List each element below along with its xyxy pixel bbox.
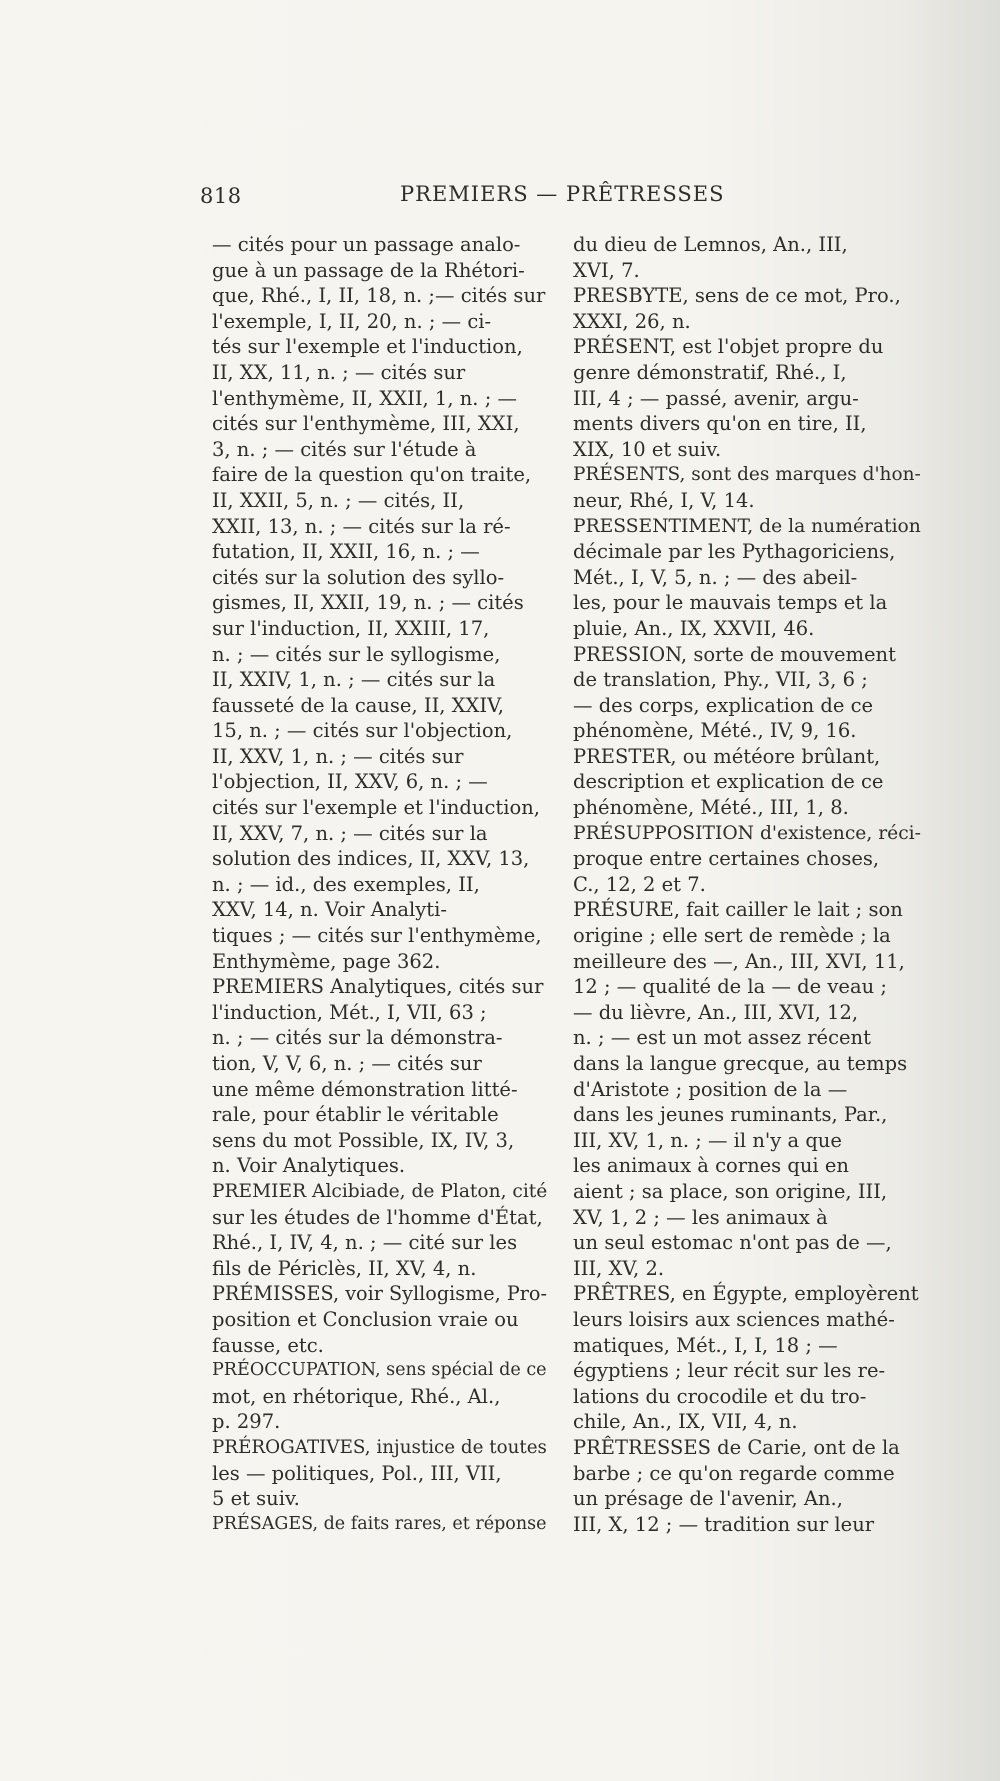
index-line: PRÊTRESSES de Carie, ont de la	[573, 1435, 900, 1459]
index-line: gue à un passage de la Rhétori-	[212, 258, 525, 282]
index-line: fausse, etc.	[212, 1333, 324, 1357]
index-line: PRÉSENTS, sont des marques d'hon-	[573, 464, 921, 486]
index-line: PREMIERS Analytiques, cités sur	[212, 975, 544, 999]
index-line: d'Aristote ; position de la —	[573, 1077, 848, 1101]
index-line: origine ; elle sert de remède ; la	[573, 924, 891, 948]
index-line: 5 et suiv.	[212, 1487, 300, 1511]
index-line: futation, II, XXII, 16, n. ; —	[212, 540, 480, 564]
page-header	[200, 182, 725, 216]
index-line: cités sur l'exemple et l'induction,	[212, 796, 540, 820]
index-line: dans la langue grecque, au temps	[573, 1052, 908, 1075]
index-line: PRÉOCCUPATION, sens spécial de ce	[212, 1360, 547, 1381]
index-line: une même démonstration litté-	[212, 1077, 518, 1101]
index-line: que, Rhé., I, II, 18, n. ;— cités sur	[212, 284, 546, 308]
index-line: un présage de l'avenir, An.,	[573, 1487, 843, 1511]
index-line: n. ; — cités sur le syllogisme,	[212, 642, 501, 666]
index-line: fausseté de la cause, II, XXIV,	[212, 693, 505, 717]
index-line: tiques ; — cités sur l'enthymème,	[212, 924, 542, 948]
index-line: cités sur la solution des syllo-	[212, 565, 505, 589]
index-line: du dieu de Lemnos, An., III,	[573, 233, 848, 256]
index-line: III, XV, 2.	[573, 1256, 665, 1280]
index-line: 3, n. ; — cités sur l'étude à	[212, 437, 477, 461]
index-line: PRESBYTE, sens de ce mot, Pro.,	[573, 284, 901, 308]
index-line: PREMIER Alcibiade, de Platon, cité	[212, 1180, 548, 1202]
index-line: décimale par les Pythagoriciens,	[573, 540, 896, 564]
index-line: mot, en rhétorique, Rhé., Al.,	[212, 1384, 501, 1408]
index-line: PRESTER, ou météore brûlant,	[573, 744, 881, 768]
index-line: chile, An., IX, VII, 4, n.	[573, 1410, 798, 1434]
index-line: égyptiens ; leur récit sur les re-	[573, 1359, 886, 1383]
index-line: Rhé., I, IV, 4, n. ; — cité sur les	[212, 1231, 518, 1255]
index-line: tion, V, V, 6, n. ; — cités sur	[212, 1052, 482, 1075]
index-line: PRESSENTIMENT, de la numération	[573, 515, 921, 537]
index-line: de translation, Phy., VII, 3, 6 ;	[573, 668, 868, 692]
index-line: solution des indices, II, XXV, 13,	[212, 847, 530, 871]
index-line: XIX, 10 et suiv.	[573, 437, 722, 461]
index-line: XV, 1, 2 ; — les animaux à	[573, 1205, 828, 1229]
index-line: — des corps, explication de ce	[573, 693, 874, 717]
index-line: genre démonstratif, Rhé., I,	[573, 360, 847, 384]
index-line: fils de Périclès, II, XV, 4, n.	[212, 1256, 477, 1280]
page-number: 818	[200, 184, 242, 208]
index-line: gismes, II, XXII, 19, n. ; — cités	[212, 591, 524, 615]
index-line: les animaux à cornes qui en	[573, 1154, 849, 1178]
index-line: PRÉMISSES, voir Syllogisme, Pro-	[212, 1282, 547, 1306]
index-line: C., 12, 2 et 7.	[573, 872, 706, 896]
index-line: barbe ; ce qu'on regarde comme	[573, 1461, 895, 1485]
left-column	[212, 232, 547, 1537]
index-line: — cités pour un passage analo-	[212, 233, 521, 256]
index-line: l'enthymème, II, XXII, 1, n. ; —	[212, 386, 517, 410]
index-line: un seul estomac n'ont pas de —,	[573, 1231, 892, 1255]
index-line: n. ; — est un mot assez récent	[573, 1026, 871, 1050]
index-line: rale, pour établir le véritable	[212, 1103, 499, 1127]
index-line: XXXI, 26, n.	[573, 309, 691, 333]
index-line: PRÉSUPPOSITION d'existence, réci-	[573, 822, 921, 844]
index-line: 15, n. ; — cités sur l'objection,	[212, 719, 513, 743]
index-line: III, 4 ; — passé, avenir, argu-	[573, 386, 859, 410]
index-line: leurs loisirs aux sciences mathé-	[573, 1307, 895, 1331]
index-line: III, X, 12 ; — tradition sur leur	[573, 1512, 875, 1536]
index-line: XXII, 13, n. ; — cités sur la ré-	[212, 514, 511, 538]
index-line: II, XX, 11, n. ; — cités sur	[212, 360, 466, 384]
index-line: meilleure des —, An., III, XVI, 11,	[573, 949, 905, 973]
index-line: II, XXV, 1, n. ; — cités sur	[212, 744, 464, 768]
index-line: sur l'induction, II, XXIII, 17,	[212, 616, 490, 640]
right-column	[573, 232, 921, 1537]
index-line: 12 ; — qualité de la — de veau ;	[573, 975, 887, 999]
index-line: phénomène, Mété., III, 1, 8.	[573, 796, 849, 820]
index-line: proque entre certaines choses,	[573, 847, 880, 871]
index-line: PRÉSENT, est l'objet propre du	[573, 335, 884, 359]
index-line: aient ; sa place, son origine, III,	[573, 1179, 888, 1203]
index-line: n. ; — id., des exemples, II,	[212, 872, 480, 896]
index-line: les — politiques, Pol., III, VII,	[212, 1461, 502, 1485]
index-line: n. Voir Analytiques.	[212, 1154, 406, 1178]
index-line: III, XV, 1, n. ; — il n'y a que	[573, 1128, 842, 1152]
index-line: sens du mot Possible, IX, IV, 3,	[212, 1128, 515, 1152]
index-line: cités sur l'enthymème, III, XXI,	[212, 412, 520, 436]
index-line: l'induction, Mét., I, VII, 63 ;	[212, 1000, 487, 1024]
index-line: PRÊTRES, en Égypte, employèrent	[573, 1282, 919, 1306]
index-line: Enthymème, page 362.	[212, 949, 441, 973]
index-line: Mét., I, V, 5, n. ; — des abeil-	[573, 565, 858, 589]
index-line: pluie, An., IX, XXVII, 46.	[573, 616, 815, 640]
index-line: — du lièvre, An., III, XVI, 12,	[573, 1000, 859, 1024]
index-line: n. ; — cités sur la démonstra-	[212, 1026, 503, 1050]
index-line: PRÉROGATIVES, injustice de toutes	[212, 1436, 547, 1458]
index-line: sur les études de l'homme d'État,	[212, 1205, 543, 1229]
index-line: phénomène, Mété., IV, 9, 16.	[573, 719, 857, 743]
index-line: l'exemple, I, II, 20, n. ; — ci-	[212, 309, 492, 333]
running-head: PREMIERS — PRÊTRESSES	[400, 182, 725, 206]
index-line: faire de la question qu'on traite,	[212, 463, 532, 487]
index-line: II, XXV, 7, n. ; — cités sur la	[212, 821, 488, 845]
index-line: l'objection, II, XXV, 6, n. ; —	[212, 770, 488, 794]
index-line: II, XXII, 5, n. ; — cités, II,	[212, 488, 465, 512]
index-line: ments divers qu'on en tire, II,	[573, 412, 867, 436]
index-line: XXV, 14, n. Voir Analyti-	[212, 898, 447, 922]
index-line: les, pour le mauvais temps et la	[573, 591, 888, 615]
index-line: tés sur l'exemple et l'induction,	[212, 335, 523, 359]
index-line: neur, Rhé, I, V, 14.	[573, 488, 755, 512]
index-line: PRÉSAGES, de faits rares, et réponse	[212, 1513, 547, 1534]
index-line: description et explication de ce	[573, 770, 884, 794]
index-line: p. 297.	[212, 1410, 281, 1434]
index-line: dans les jeunes ruminants, Par.,	[573, 1103, 888, 1127]
index-line: matiques, Mét., I, I, 18 ; —	[573, 1333, 838, 1357]
index-line: PRÉSURE, fait cailler le lait ; son	[573, 898, 903, 922]
index-line: PRESSION, sorte de mouvement	[573, 642, 896, 666]
index-line: lations du crocodile et du tro-	[573, 1384, 867, 1408]
index-line: position et Conclusion vraie ou	[212, 1307, 519, 1331]
index-line: II, XXIV, 1, n. ; — cités sur la	[212, 668, 496, 692]
index-line: XVI, 7.	[573, 258, 640, 282]
